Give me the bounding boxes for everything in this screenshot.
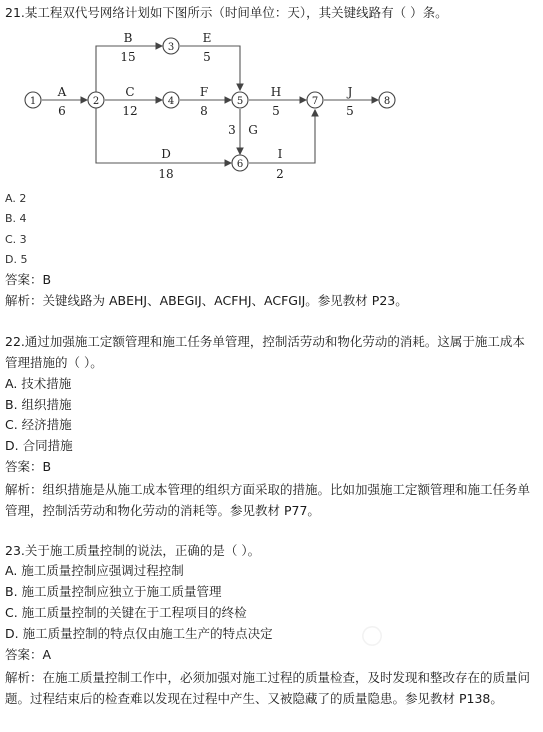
activity-j-duration: 5 <box>346 104 354 118</box>
activity-d-name: D <box>161 147 171 161</box>
activity-g-name: G <box>248 123 258 137</box>
activity-g-duration: 3 <box>228 123 236 137</box>
q21-analysis: 解析：关键线路为 ABEHJ、ABEGIJ、ACFHJ、ACFGIJ。参见教材 P23。 <box>5 293 408 308</box>
q22-answer: 答案：B <box>5 459 52 474</box>
q21-answer: 答案：B <box>5 272 52 287</box>
q21-option-a: A. 2 <box>5 192 27 205</box>
q23-option-b: B. 施工质量控制应独立于施工质量管理 <box>5 584 222 599</box>
q21-option-d: D. 5 <box>5 253 28 266</box>
node-8-label: 8 <box>383 96 391 107</box>
node-4-label: 4 <box>167 96 175 107</box>
q23-analysis: 解析：在施工质量控制工作中，必须加强对施工过程的质量检查，及时发现和整改存在的质量问题。过程结束后的检查难以发现在过程中产生、又被隐藏了的质量隐患。参见教材 P138。 <box>5 670 531 706</box>
activity-e-name: E <box>202 31 212 45</box>
q21-option-b: B. 4 <box>5 212 27 225</box>
q23-option-a: A. 施工质量控制应强调过程控制 <box>5 563 184 578</box>
activity-j-name: J <box>347 85 353 99</box>
node-6-label: 6 <box>236 159 244 170</box>
q23-option-d: D. 施工质量控制的特点仅由施工生产的特点决定 <box>5 626 273 641</box>
activity-f-duration: 8 <box>200 104 208 118</box>
activity-i-name: I <box>277 147 283 161</box>
watermark: ○ <box>353 616 390 654</box>
activity-c-name: C <box>125 85 135 99</box>
q22-option-a: A. 技术措施 <box>5 376 72 391</box>
q22-option-d: D. 合同措施 <box>5 438 73 453</box>
q22-option-c: C. 经济措施 <box>5 417 72 432</box>
node-7-label: 7 <box>311 96 319 107</box>
activity-a-duration: 6 <box>58 104 66 118</box>
q23-stem: 23.关于施工质量控制的说法，正确的是（ ）。 <box>5 543 261 558</box>
activity-b-name: B <box>123 31 133 45</box>
activity-d-duration: 18 <box>158 167 174 181</box>
activity-a-name: A <box>57 85 67 99</box>
activity-h-name: H <box>270 85 282 99</box>
network-diagram <box>14 22 404 182</box>
node-2-label: 2 <box>92 96 100 107</box>
activity-b-duration: 15 <box>120 50 136 64</box>
node-5-label: 5 <box>236 96 244 107</box>
q22-analysis: 解析：组织措施是从施工成本管理的组织方面采取的措施。比如加强施工定额管理和施工任务单管理，控制活劳动和物化劳动的消耗等。参见教材 P77。 <box>5 482 531 518</box>
activity-f-name: F <box>199 85 209 99</box>
q23-answer: 答案：A <box>5 647 52 662</box>
node-1-label: 1 <box>29 96 37 107</box>
activity-h-duration: 5 <box>272 104 280 118</box>
node-3-label: 3 <box>167 42 175 53</box>
q22-option-b: B. 组织措施 <box>5 397 72 412</box>
activity-e-duration: 5 <box>203 50 211 64</box>
q21-option-c: C. 3 <box>5 233 27 246</box>
activity-i-duration: 2 <box>276 167 284 181</box>
activity-c-duration: 12 <box>122 104 138 118</box>
q23-option-c: C. 施工质量控制的关键在于工程项目的终检 <box>5 605 247 620</box>
q22-stem: 22.通过加强施工定额管理和施工任务单管理，控制活劳动和物化劳动的消耗。这属于施工成本管理措施的（ ）。 <box>5 334 525 370</box>
q21-stem: 21.某工程双代号网络计划如下图所示（时间单位：天），其关键线路有（ ）条。 <box>5 5 448 20</box>
